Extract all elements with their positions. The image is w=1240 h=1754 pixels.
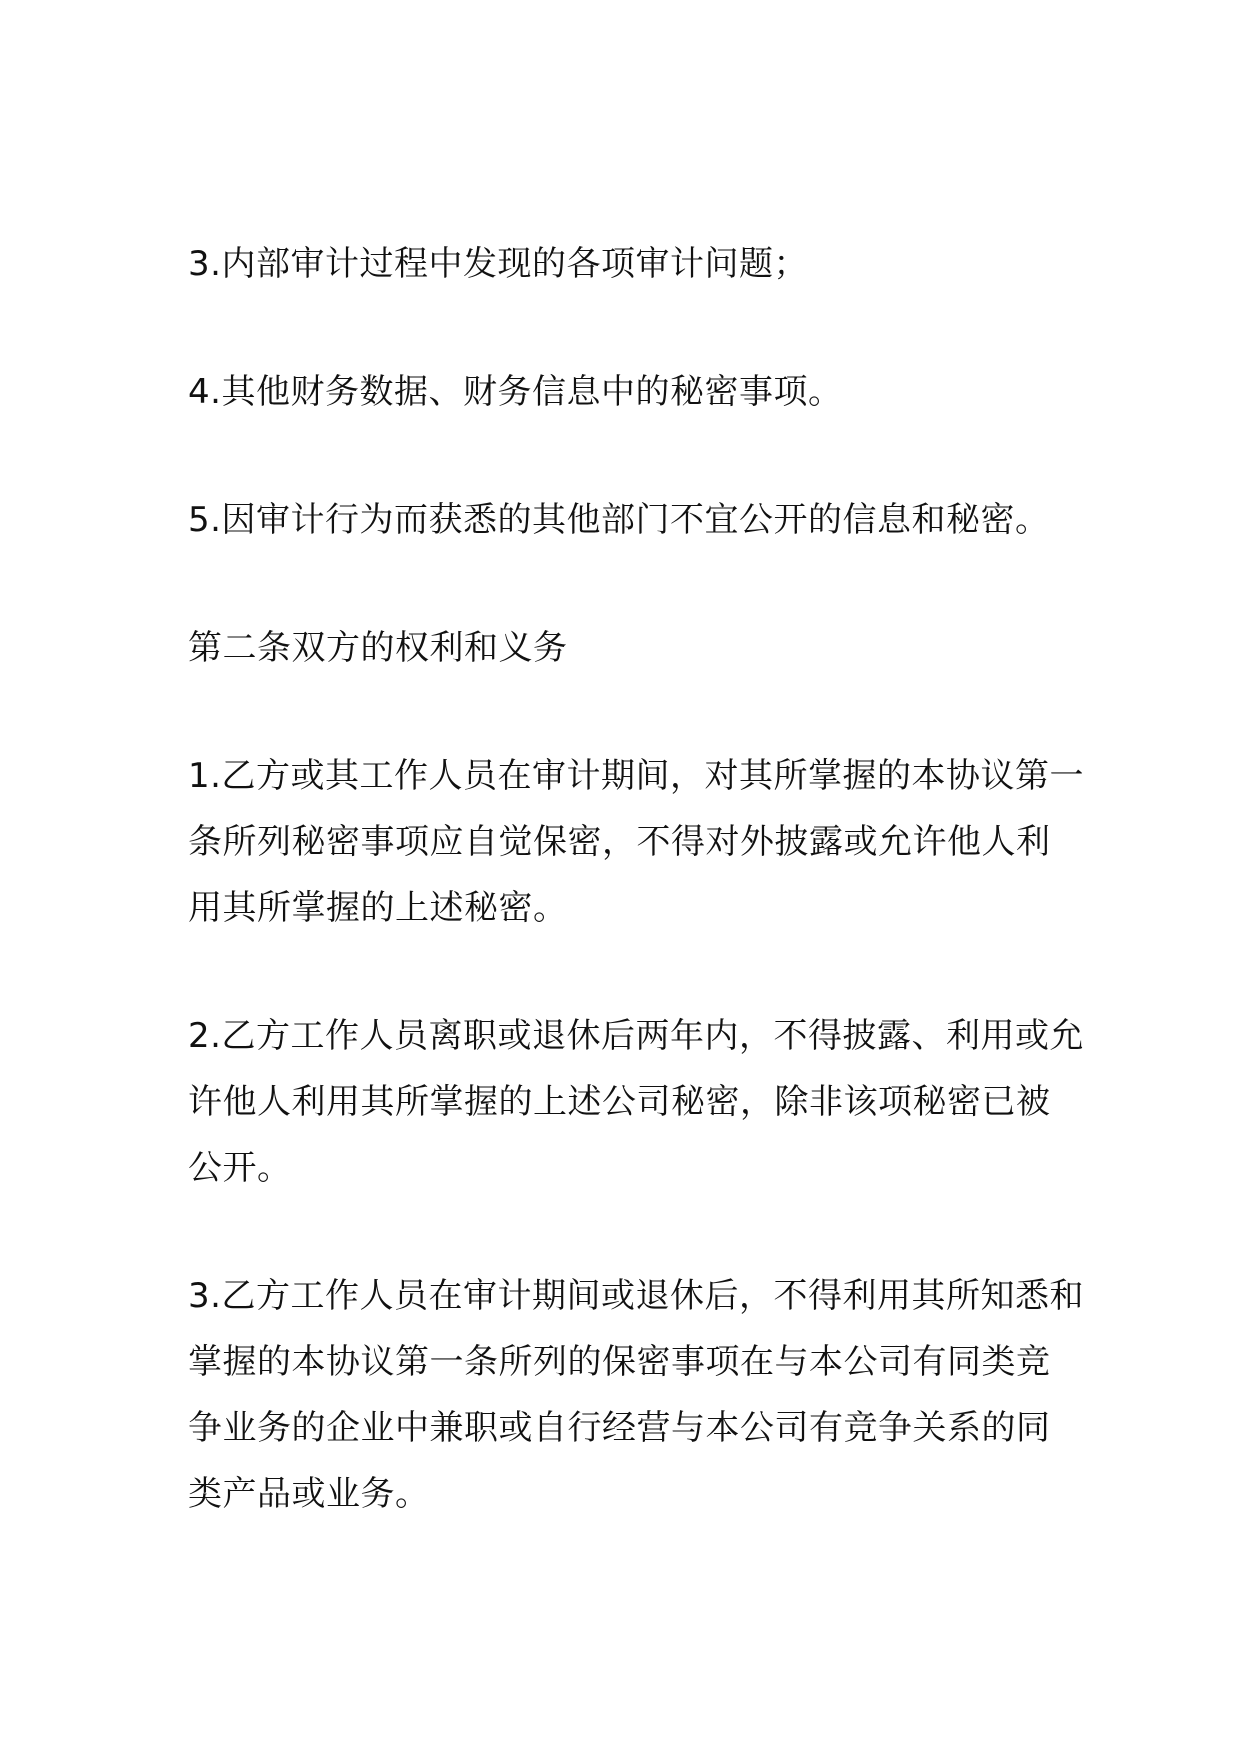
item-5-department-secrets: 5.因审计行为而获悉的其他部门不宜公开的信息和秘密。 <box>188 500 1050 540</box>
item-4-financial-secrets: 4.其他财务数据、财务信息中的秘密事项。 <box>188 372 843 412</box>
item-3-audit-issues: 3.内部审计过程中发现的各项审计问题； <box>188 244 808 284</box>
clause-2-line-3: 公开。 <box>188 1148 292 1188</box>
clause-1-line-1: 1.乙方或其工作人员在审计期间，对其所掌握的本协议第一 <box>188 756 1084 796</box>
clause-3-line-1: 3.乙方工作人员在审计期间或退休后，不得利用其所知悉和 <box>188 1276 1084 1316</box>
clause-1-line-2: 条所列秘密事项应自觉保密，不得对外披露或允许他人利 <box>188 822 1051 862</box>
clause-2-line-1: 2.乙方工作人员离职或退休后两年内，不得披露、利用或允 <box>188 1016 1084 1056</box>
section-heading-article-2: 第二条双方的权利和义务 <box>188 628 568 668</box>
clause-3-line-4: 类产品或业务。 <box>188 1474 430 1514</box>
clause-1-line-3: 用其所掌握的上述秘密。 <box>188 888 568 928</box>
clause-2-line-2: 许他人利用其所掌握的上述公司秘密，除非该项秘密已被 <box>188 1082 1051 1122</box>
clause-3-line-2: 掌握的本协议第一条所列的保密事项在与本公司有同类竞 <box>188 1342 1051 1382</box>
clause-3-line-3: 争业务的企业中兼职或自行经营与本公司有竞争关系的同 <box>188 1408 1051 1448</box>
